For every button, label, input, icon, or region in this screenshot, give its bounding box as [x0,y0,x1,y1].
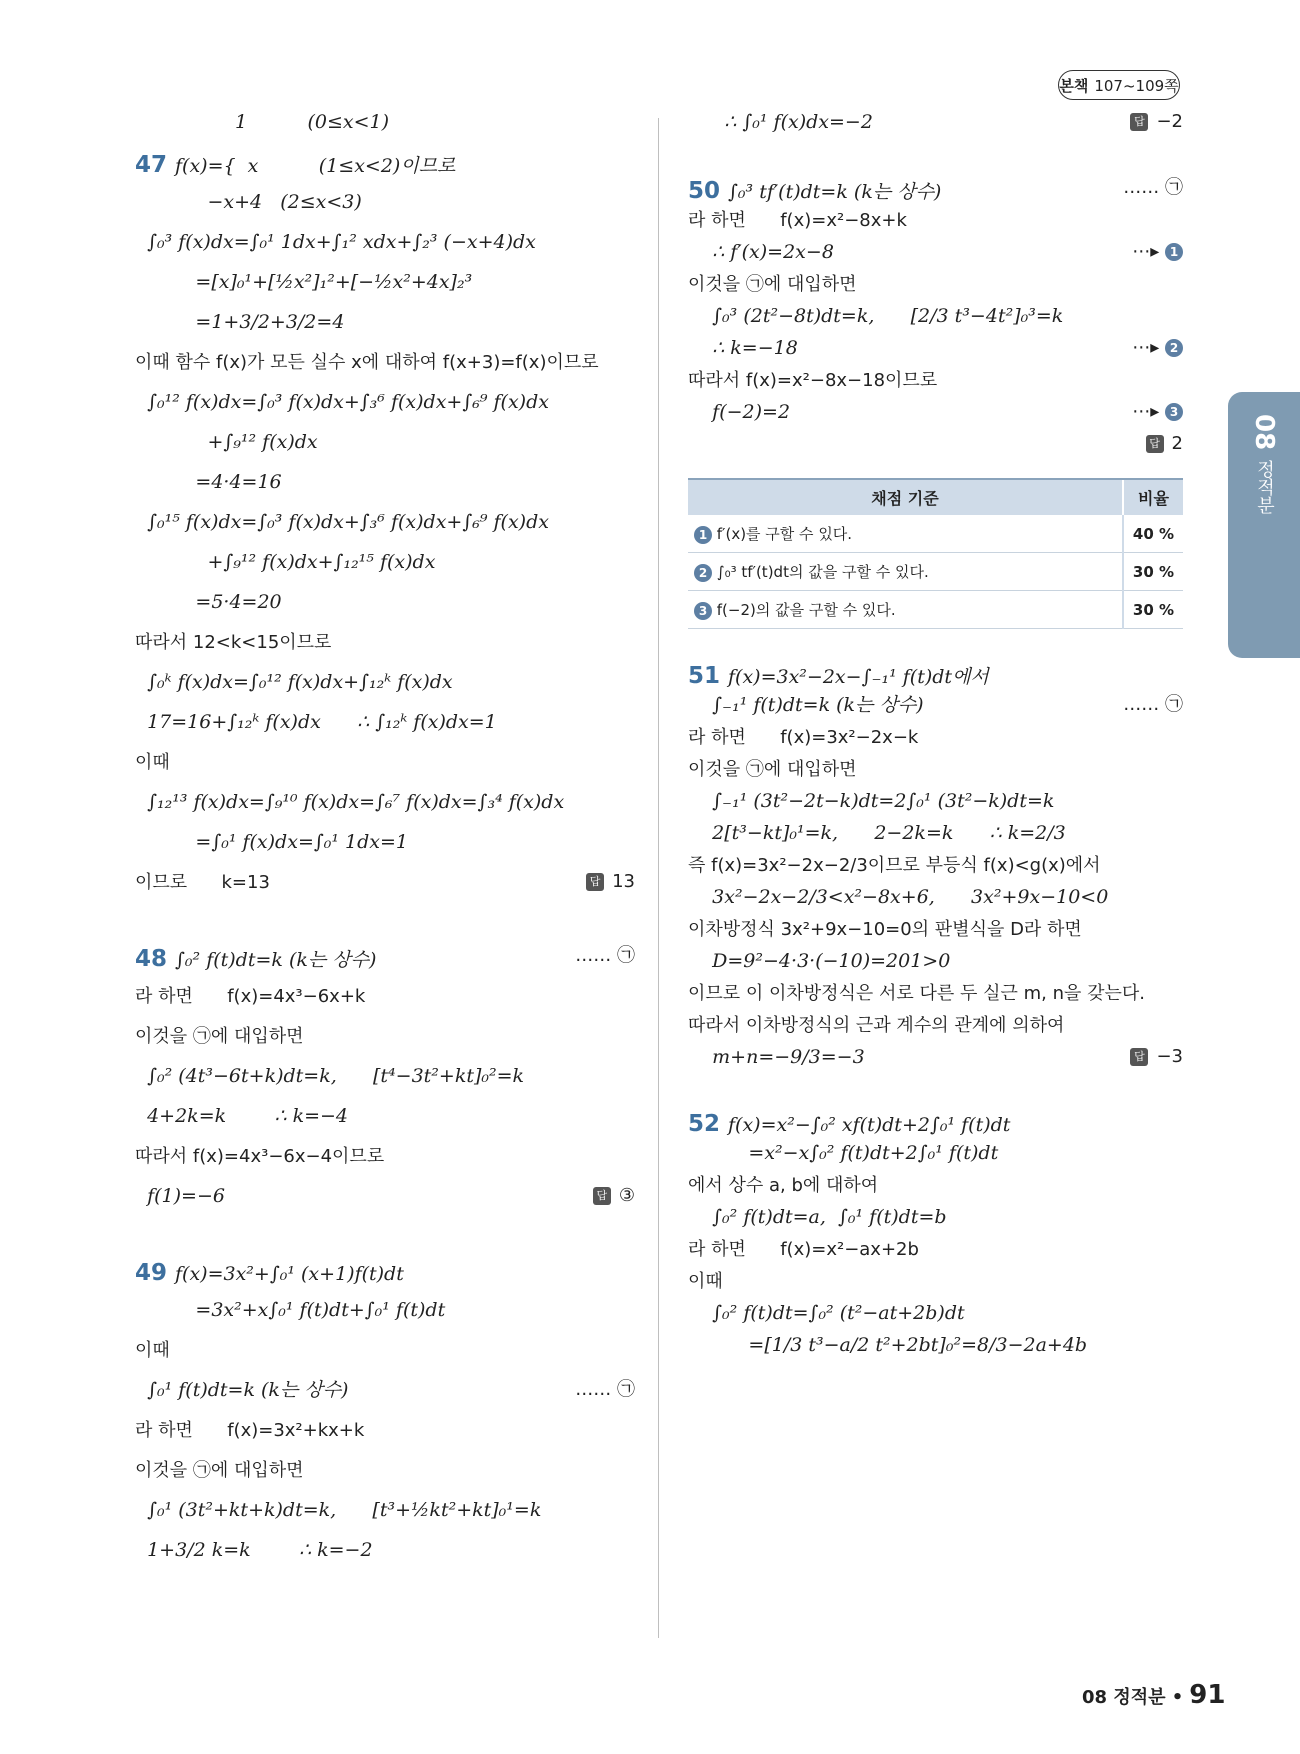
ratio-cell: 40 % [1123,515,1183,553]
math-expression: ∫₀¹ f(t)dt=k (k는 상수) [135,1379,349,1401]
answer [1130,110,1183,134]
problem-number: 50 [688,178,721,204]
step-number: 1 [694,526,712,544]
solution-line [135,830,635,870]
criteria-text: ∫₀³ tf′(t)dt의 값을 구할 수 있다. [716,563,929,581]
explanation-text: 라 하면 f(x)=3x²+kx+k [135,1420,365,1441]
math-expression: =3x²+x∫₀¹ f(t)dt+∫₀¹ f(t)dt [135,1299,446,1321]
solution-line [135,110,635,150]
solution-line [135,1378,635,1418]
math-expression: ∫₀¹⁵ f(x)dx=∫₀³ f(x)dx+∫₃⁶ f(x)dx+∫₆⁹ f(x)dx [135,511,549,533]
problem-number: 52 [688,1111,721,1137]
solution-line [688,917,1183,949]
math-expression: m+n=−9/3=−3 [688,1046,865,1068]
criteria-text: f′(x)를 구할 수 있다. [716,525,853,543]
problem-statement: f(x)=3x²−2x−∫₋₁¹ f(t)dt에서 [728,666,989,688]
math-expression: =1+3/2+3/2=4 [135,311,345,333]
criteria-text: f(−2)의 값을 구할 수 있다. [716,601,896,619]
math-expression: +∫₉¹² f(x)dx+∫₁₂¹⁵ f(x)dx [135,551,436,573]
problem-number: 47 [135,152,168,178]
math-expression: ∫₀² f(t)dt=a, ∫₀¹ f(t)dt=b [688,1206,947,1228]
math-expression: ∫₀¹² f(x)dx=∫₀³ f(x)dx+∫₃⁶ f(x)dx+∫₆⁹ f(x)dx [135,391,549,413]
solution-line [688,208,1183,240]
solution-line [135,790,635,830]
solution-line [688,757,1183,789]
solution-line [135,270,635,310]
explanation-text: 따라서 12<k<15이므로 [135,632,332,653]
math-expression: ∫₀³ f(x)dx=∫₀¹ 1dx+∫₁² xdx+∫₂³ (−x+4)dx [135,231,536,253]
math-expression: ∫₋₁¹ (3t²−2t−k)dt=2∫₀¹ (3t²−k)dt=k [688,790,1055,812]
math-expression: f(1)=−6 [135,1185,225,1207]
solution-line [135,1458,635,1498]
step-marker: ⋯▸ 3 [1132,400,1183,424]
solution-line [688,1205,1183,1237]
section-gap [135,910,635,944]
solution-line [688,981,1183,1013]
explanation-text: 따라서 f(x)=4x³−6x−4이므로 [135,1146,385,1167]
answer-icon: 답 [593,1187,611,1205]
solution-line [688,1269,1183,1301]
math-expression: =5·4=20 [135,591,282,613]
explanation-text: 라 하면 f(x)=x²−ax+2b [688,1239,919,1260]
criteria-row [688,515,1183,553]
solution-line [135,1538,635,1578]
problem-50-block [688,110,1183,464]
solution-line [135,230,635,270]
solution-line [135,590,635,630]
math-expression: +∫₉¹² f(x)dx [135,431,318,453]
solution-line [135,870,635,910]
solution-line [135,1418,635,1458]
solution-line [135,390,635,430]
solution-line [688,272,1183,304]
math-expression: =4·4=16 [135,471,282,493]
explanation-text: 이것을 ㉠에 대입하면 [688,274,857,295]
problem-number: 49 [135,1260,168,1286]
column-divider [658,118,659,1638]
solution-line [688,853,1183,885]
solution-line [135,1144,635,1184]
step-number: 3 [694,602,712,620]
explanation-text: 이때 [135,752,170,773]
math-expression: 17=16+∫₁₂ᵏ f(x)dx ∴ ∫₁₂ᵏ f(x)dx=1 [135,711,497,733]
explanation-text: 이므로 이 이차방정식은 서로 다른 두 실근 m, n을 갖는다. [688,983,1146,1004]
problem-header [688,661,1183,693]
explanation-text: 이것을 ㉠에 대입하면 [688,759,857,780]
solution-line [135,750,635,790]
answer-value: 13 [612,871,635,892]
criteria-row [688,591,1183,629]
solution-line [135,430,635,470]
problem-statement: ∫₀³ tf′(t)dt=k (k는 상수) [728,181,942,203]
solution-line [135,984,635,1024]
equation-marker: …… ㉠ [575,1379,635,1400]
problem-number: 51 [688,663,721,689]
step-number: 1 [1165,243,1183,261]
solution-line [688,1333,1183,1365]
solution-line [135,1024,635,1064]
answer-value: ③ [618,1185,635,1206]
solution-line [688,885,1183,917]
criteria-cell [688,553,1123,591]
problem-header [688,1109,1183,1141]
right-column [688,110,1183,1365]
page-reference-badge [1058,70,1180,100]
explanation-text: 이차방정식 3x²+9x−10=0의 판별식을 D라 하면 [688,919,1082,940]
explanation-text: 이므로 k=13 [135,872,270,893]
criteria-header: 채점 기준 [688,479,1123,515]
solution-line [688,240,1183,272]
solution-line [135,1064,635,1104]
solution-line [688,110,1183,142]
answer-icon: 답 [586,873,604,891]
criteria-row [688,553,1183,591]
solution-line [688,789,1183,821]
problem-number: 48 [135,946,168,972]
answer-value: −3 [1156,1046,1183,1067]
solution-line [135,1184,635,1224]
solution-line [135,190,635,230]
equation-marker: …… ㉠ [1123,177,1183,198]
step-number: 3 [1165,403,1183,421]
explanation-text: 즉 f(x)=3x²−2x−2/3이므로 부등식 f(x)<g(x)에서 [688,855,1101,876]
chapter-number: 08 [1249,414,1279,451]
problem-header [135,1258,635,1298]
solution-line [688,336,1183,368]
ratio-header: 비율 [1123,479,1183,515]
answer [1130,1045,1183,1069]
math-expression: f(−2)=2 [688,401,791,423]
answer-icon: 답 [1146,435,1164,453]
math-expression: ∴ f′(x)=2x−8 [688,241,834,263]
solution-line [688,1141,1183,1173]
step-number: 2 [694,564,712,582]
solution-line [688,725,1183,757]
problems-51-52-block [688,629,1183,1365]
criteria-cell [688,591,1123,629]
chapter-side-tab[interactable] [1228,392,1300,658]
answer-value: −2 [1156,111,1183,132]
explanation-text: 이때 함수 f(x)가 모든 실수 x에 대하여 f(x+3)=f(x)이므로 [135,352,599,373]
solution-line [135,470,635,510]
solution-line [688,368,1183,400]
solution-line [135,670,635,710]
step-marker: ⋯▸ 2 [1132,336,1183,360]
problem-statement: f(x)=x²−∫₀² xf(t)dt+2∫₀¹ f(t)dt [728,1114,1011,1136]
solution-line [688,949,1183,981]
problem-header [688,176,1183,208]
explanation-text: 따라서 이차방정식의 근과 계수의 관계에 의하여 [688,1015,1065,1036]
explanation-text: 라 하면 f(x)=x²−8x+k [688,210,907,231]
math-expression: ∫₀² f(t)dt=∫₀² (t²−at+2b)dt [688,1302,965,1324]
math-expression: D=9²−4·3·(−10)=201>0 [688,950,951,972]
page-footer [1082,1680,1225,1710]
section-gap [688,629,1183,661]
answer [586,870,635,894]
solution-line [688,304,1183,336]
explanation-text: 이것을 ㉠에 대입하면 [135,1460,304,1481]
solution-line [688,1301,1183,1333]
answer [1146,432,1183,456]
explanation-text: 이때 [135,1340,170,1361]
ratio-cell: 30 % [1123,553,1183,591]
answer [593,1184,635,1208]
solution-line [688,1173,1183,1205]
explanation-text: 따라서 f(x)=x²−8x−18이므로 [688,370,938,391]
solution-line [135,1298,635,1338]
solution-line [688,432,1183,464]
solution-line [688,693,1183,725]
solution-line [135,1498,635,1538]
reference-pages: 107~109쪽 [1094,76,1179,95]
problem-statement: f(x)=3x²+∫₀¹ (x+1)f(t)dt [175,1263,404,1285]
step-marker: ⋯▸ 1 [1132,240,1183,264]
explanation-text: 에서 상수 a, b에 대하여 [688,1175,879,1196]
math-expression: ∫₀ᵏ f(x)dx=∫₀¹² f(x)dx+∫₁₂ᵏ f(x)dx [135,671,453,693]
chapter-label: 정적분 [1254,460,1275,515]
case-line: 1 (0≤x<1) [235,111,390,133]
math-expression: ∫₀¹ (3t²+kt+k)dt=k, [t³+½kt²+kt]₀¹=k [135,1499,542,1521]
solution-line [688,1013,1183,1045]
math-expression: ∫₀³ (2t²−8t)dt=k, [2/3 t³−4t²]₀³=k [688,305,1064,327]
solution-line [135,1104,635,1144]
math-expression: ∫₀² (4t³−6t+k)dt=k, [t⁴−3t²+kt]₀²=k [135,1065,525,1087]
scoring-criteria-table [688,478,1183,629]
solution-line [135,550,635,590]
math-expression: ∴ ∫₀¹ f(x)dx=−2 [688,111,873,133]
explanation-text: 라 하면 f(x)=3x²−2x−k [688,727,919,748]
solution-line [688,821,1183,853]
page-number: 91 [1189,1680,1226,1710]
problem-header [135,944,635,984]
math-expression: =[1/3 t³−a/2 t²+2bt]₀²=8/3−2a+4b [688,1334,1088,1356]
math-expression: −x+4 (2≤x<3) [135,191,362,213]
answer-icon: 답 [1130,1048,1148,1066]
explanation-text: 이때 [688,1271,723,1292]
math-expression: =∫₀¹ f(x)dx=∫₀¹ 1dx=1 [135,831,409,853]
math-expression: =x²−x∫₀² f(t)dt+2∫₀¹ f(t)dt [688,1142,999,1164]
ratio-cell: 30 % [1123,591,1183,629]
section-gap [135,1224,635,1258]
left-column [135,110,635,1578]
solution-line [688,1237,1183,1269]
math-expression: 1+3/2 k=k ∴ k=−2 [135,1539,373,1561]
math-expression: ∫₋₁¹ f(t)dt=k (k는 상수) [688,694,924,716]
problem-statement: ∫₀² f(t)dt=k (k는 상수) [175,949,377,971]
solution-line [135,710,635,750]
solution-line [135,350,635,390]
math-expression: ∫₁₂¹³ f(x)dx=∫₉¹⁰ f(x)dx=∫₆⁷ f(x)dx=∫₃⁴ f(x)dx [135,791,565,813]
solution-line [135,510,635,550]
reference-label: 본책 [1059,76,1089,95]
explanation-text: 이것을 ㉠에 대입하면 [135,1026,304,1047]
section-gap [688,142,1183,176]
step-number: 2 [1165,339,1183,357]
section-gap [688,1077,1183,1109]
math-expression: 2[t³−kt]₀¹=k, 2−2k=k ∴ k=2/3 [688,822,1066,844]
answer-value: 2 [1171,433,1183,454]
problem-header [135,150,635,190]
equation-marker: …… ㉠ [575,945,635,966]
math-expression: 3x²−2x−2/3<x²−8x+6, 3x²+9x−10<0 [688,886,1109,908]
equation-marker: …… ㉠ [1123,694,1183,715]
math-expression: 4+2k=k ∴ k=−4 [135,1105,349,1127]
solution-line [688,1045,1183,1077]
solution-line [135,310,635,350]
solution-line [135,1338,635,1378]
answer-icon: 답 [1130,113,1148,131]
footer-chapter: 08 정적분 • [1082,1687,1184,1708]
criteria-cell [688,515,1123,553]
problem-statement: f(x)={ x (1≤x<2)이므로 [175,155,456,177]
solution-line [688,400,1183,432]
math-expression: =[x]₀¹+[½x²]₁²+[−½x²+4x]₂³ [135,271,473,293]
math-expression: ∴ k=−18 [688,337,798,359]
explanation-text: 라 하면 f(x)=4x³−6x+k [135,986,366,1007]
solution-line [135,630,635,670]
